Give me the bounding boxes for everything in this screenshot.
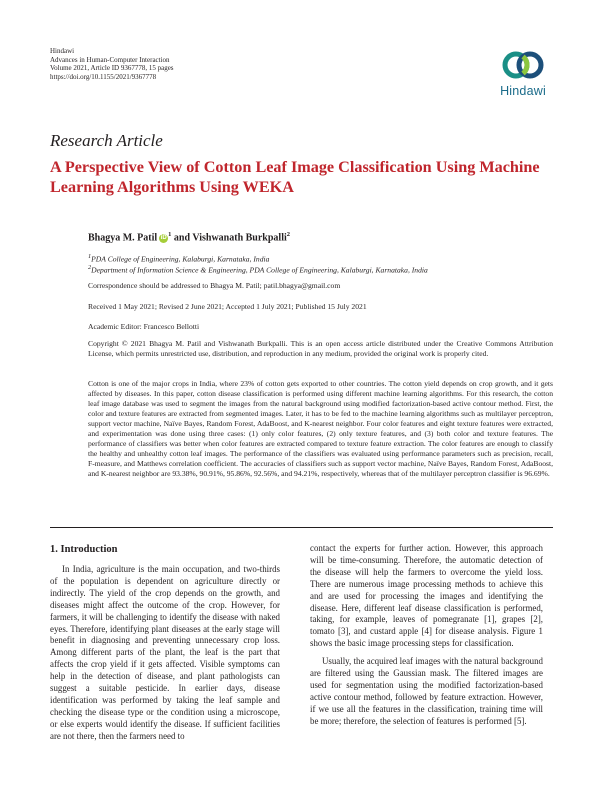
author-name[interactable]: Bhagya M. Patil [88,232,158,244]
body-column-right [310,543,543,728]
article-title: A Perspective View of Cotton Leaf Image Classification Using Machine Learning Algorithms Using WEKA [50,158,540,196]
affiliation-mark: 2 [88,264,92,271]
author-connector: and [171,232,193,244]
affiliation [88,253,269,264]
copyright-notice: Copyright © 2021 Bhagya M. Patil and Vishwanath Burkpalli. This is an open access article distributed under the Creative Commons Attribution License, which permits unrestricted use, distribution, and reproduction in any medium, provided the original work is properly cited. [88,339,553,358]
publisher-name: Hindawi [50,47,75,55]
article-type: Research Article [50,131,163,150]
abstract: Cotton is one of the major crops in India, where 23% of cotton gets exported to other countries. The cotton yield depends on crop growth, and it gets affected by diseases. In this paper, cotton disease classification is performed using different machine learning algorithms. For this research, the cotton leaf image database was used to segment the images from the natural background using modified factorization-based active contour method. First, the color and texture features are extracted from segmented images. Later, it has to be fed to the machine learning algorithms such as multilayer perceptron, support vector machine, Naïve Bayes, Random Forest, AdaBoost, and K-nearest neighbor. Four color features and eight texture features were extracted, and experimentation was done using three cases: (1) only color features, (2) only texture features, and (3) both color and texture features. The performance of classifiers was better when color features are extracted compared to texture feature extraction. The color features are enough to classify the healthy and unhealthy cotton leaf images. The performance of the classifiers was evaluated using performance parameters such as precision, recall, F-measure, and Matthews correlation coefficient. The accuracies of classifiers such as support vector machine, Naïve Bayes, Random Forest, AdaBoost, and K-nearest neighbor are 93.38%, 90.91%, 95.86%, 92.56%, and 94.21%, respectively, whereas that of the multilayer perceptron classifier is 96.69%. [88,379,553,478]
academic-editor: Academic Editor: Francesco Bellotti [88,322,200,331]
author-affiliation-mark: 1 [168,231,172,238]
section-divider [50,527,553,528]
affiliation [88,264,428,275]
doi-link[interactable]: https://doi.org/10.1155/2021/9367778 [50,72,157,81]
body-paragraph: contact the experts for further action. However, this approach will be time-consuming. Therefore, the automatic detection of the disease will help the farmers to overcome the yield loss. There are numerous image processing methods to achieve this and are used for processing the images and identifying the disease. Here, different leaf disease classification is performed, taking, for example, leaves of pomegranate [1], grapes [2], tomato [3], and custard apple [4] for disease analysis. Figure 1 shows the basic image processing steps for classification. [310,543,543,649]
body-paragraph: Usually, the acquired leaf images with the natural background are filtered using the Gaussian mask. The filtered images are used for segmentation using the modified factorization-based active contour method, followed by feature extraction. However, if we use all the features in the classification, training time will be more; therefore, the selection of features is performed [5]. [310,656,543,726]
orcid-icon[interactable]: iD [160,235,167,242]
volume-line: Volume 2021, Article ID 9367778, 15 pages [50,64,174,73]
publication-dates: Received 1 May 2021; Revised 2 June 2021; Accepted 1 July 2021; Published 15 July 2021 [88,302,367,311]
author-affiliation-mark: 2 [286,231,291,238]
affiliation-text: PDA College of Engineering, Kalaburgi, Karnataka, India [91,254,270,264]
author-list [88,231,290,243]
logo-wordmark: Hindawi [500,84,546,98]
author-name[interactable]: Vishwanath Burkpalli [192,232,287,244]
correspondence: Correspondence should be addressed to Bhagya M. Patil; patil.bhagya@gmail.com [88,281,341,290]
hindawi-logo-icon [501,47,545,83]
journal-info [50,47,174,81]
section-heading: 1. Introduction [50,544,118,555]
affiliation-mark: 1 [88,253,92,260]
journal-name: Advances in Human-Computer Interaction [50,55,170,64]
affiliation-text: Department of Information Science & Engineering, PDA College of Engineering, Kalaburgi, Karnataka, India [91,265,428,275]
body-column-left [50,564,280,743]
hindawi-logo [493,47,553,98]
body-paragraph: In India, agriculture is the main occupation, and two-thirds of the population is dependent on agriculture directly or indirectly. The yield of the crop depends on the growth, and diseases might affect the outcome of the crop. However, for farmers, it will be challenging to identify the disease with naked eyes. Therefore, identifying plant diseases at the early stage will benefit in diagnosing and preventing unnecessary crop loss. Among different parts of the plant, the leaf is the part that affects the crop yield if it gets affected. Visible symptoms can help in the detection of disease, and plant pathologists can suggest a suitable pesticide. In earlier days, disease identification was performed by taking the leaf sample and checking the disease type or the condition using a microscope, or else experts would identify the disease. If sufficient facilities are not there, then the farmers need to [50,564,280,741]
